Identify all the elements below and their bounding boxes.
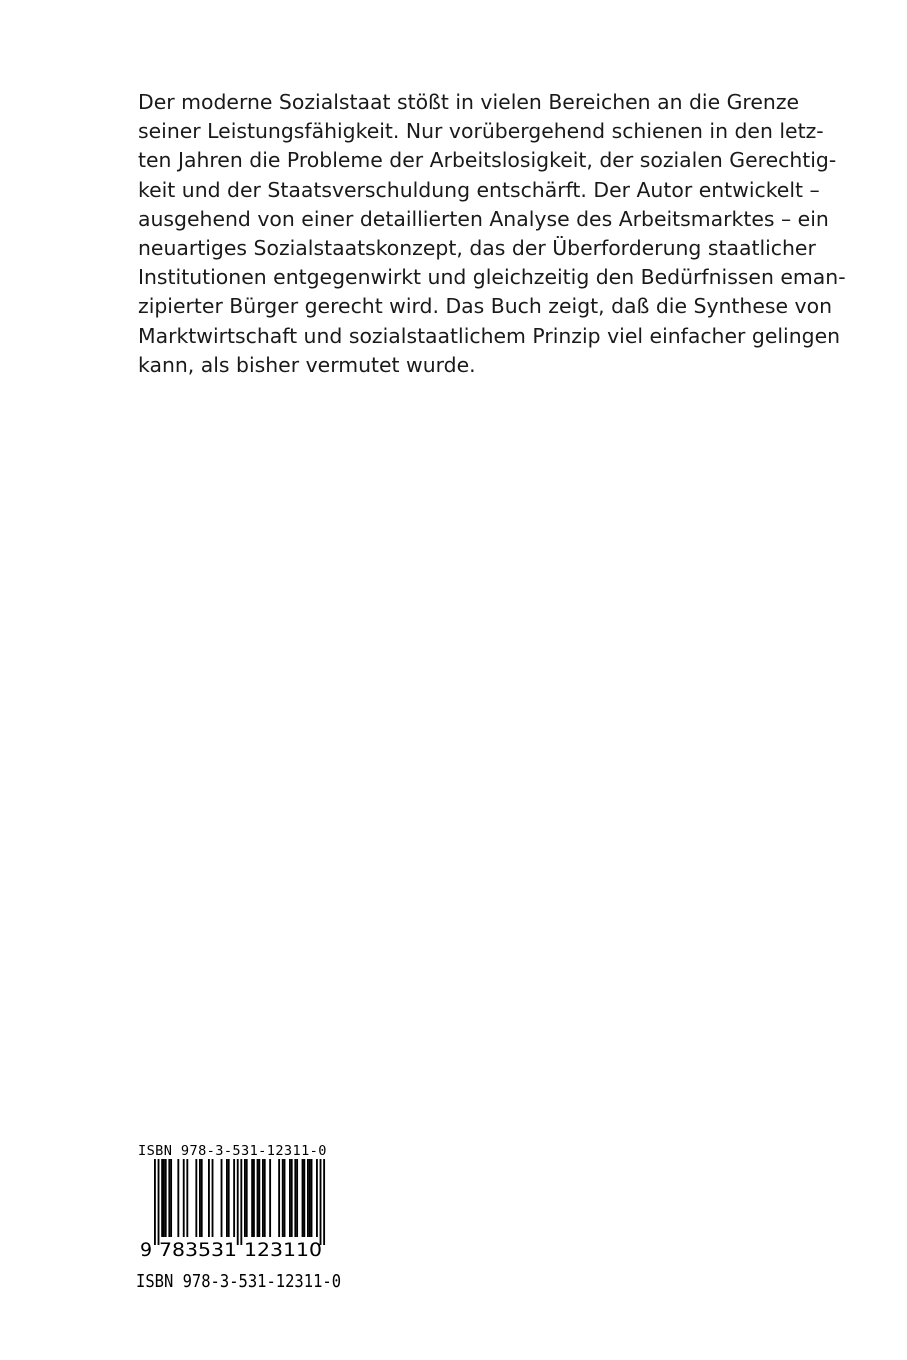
barcode-bar <box>311 1159 313 1237</box>
barcode-bar <box>302 1159 304 1237</box>
ean13-barcode <box>138 1159 338 1259</box>
barcode-bar <box>269 1159 271 1237</box>
barcode-bar <box>296 1159 298 1237</box>
barcode-bar <box>303 1159 305 1237</box>
barcode-bar <box>278 1159 280 1237</box>
blurb-line: ten Jahren die Probleme der Arbeitslosigkeit, der sozialen Gerechtig- <box>138 148 837 173</box>
barcode-bar <box>282 1159 284 1237</box>
blurb-line: Institutionen entgegenwirkt und gleichzeitig den Bedürfnissen eman- <box>138 265 846 290</box>
barcode-right-digits: 123110 <box>244 1239 322 1259</box>
barcode-bar <box>289 1159 291 1237</box>
barcode-bar <box>320 1159 322 1245</box>
barcode-bar <box>309 1159 311 1237</box>
blurb-line: ausgehend von einer detaillierten Analyse des Arbeitsmarktes – ein <box>138 206 829 231</box>
barcode-bar <box>154 1159 156 1245</box>
barcode-bar <box>258 1159 260 1237</box>
barcode-left-digits: 783531 <box>159 1239 237 1259</box>
blurb-line: neuartiges Sozialstaatskonzept, das der Überforderung staatlicher <box>138 236 816 261</box>
barcode-bar <box>240 1159 242 1245</box>
barcode-bar <box>233 1159 235 1237</box>
barcode-bar <box>244 1159 246 1237</box>
barcode-bar <box>165 1159 167 1237</box>
barcode-first-digit: 9 <box>140 1239 153 1259</box>
barcode-bar <box>246 1159 248 1237</box>
barcode-isbn-label: ISBN 978-3-531-12311-0 <box>138 1143 327 1159</box>
barcode-bar <box>201 1159 203 1237</box>
barcode-bar <box>307 1159 309 1237</box>
barcode-bar <box>221 1159 223 1237</box>
barcode-bar <box>212 1159 214 1237</box>
barcode-bar <box>161 1159 163 1237</box>
blurb-line: seiner Leistungsfähigkeit. Nur vorübergehend schienen in den letz- <box>138 119 824 144</box>
barcode-bar <box>208 1159 210 1237</box>
isbn-footer: ISBN 978-3-531-12311-0 <box>136 1271 342 1292</box>
barcode-bar <box>251 1159 253 1237</box>
barcode-bar <box>228 1159 230 1237</box>
barcode-bar <box>199 1159 201 1237</box>
barcode-bar <box>264 1159 266 1237</box>
blurb-line: zipierter Bürger gerecht wird. Das Buch zeigt, daß die Synthese von <box>138 294 833 319</box>
barcode-bar <box>253 1159 255 1237</box>
barcode-bar <box>226 1159 228 1237</box>
blurb-line: kann, als bisher vermutet wurde. <box>138 352 476 377</box>
barcode-bar <box>323 1159 325 1245</box>
barcode-bar <box>163 1159 165 1237</box>
barcode-bar <box>186 1159 188 1237</box>
barcode-bar <box>168 1159 170 1237</box>
barcode-bar <box>177 1159 179 1237</box>
barcode-bar <box>170 1159 172 1237</box>
barcode-bar <box>237 1159 239 1245</box>
blurb-line: Marktwirtschaft und sozialstaatlichem Prinzip viel einfacher gelingen <box>138 323 841 348</box>
blurb-line: keit und der Staatsverschuldung entschärft. Der Autor entwickelt – <box>138 177 820 202</box>
barcode-bar <box>284 1159 286 1237</box>
barcode-bar <box>257 1159 259 1237</box>
barcode-bar <box>316 1159 318 1237</box>
barcode-bar <box>291 1159 293 1237</box>
barcode-bar <box>294 1159 296 1237</box>
barcode-bar <box>158 1159 160 1245</box>
barcode-bar <box>262 1159 264 1237</box>
back-cover-blurb <box>138 88 846 380</box>
barcode-bar <box>195 1159 197 1237</box>
barcode-bar <box>183 1159 185 1237</box>
blurb-line: Der moderne Sozialstaat stößt in vielen Bereichen an die Grenze <box>138 90 800 114</box>
